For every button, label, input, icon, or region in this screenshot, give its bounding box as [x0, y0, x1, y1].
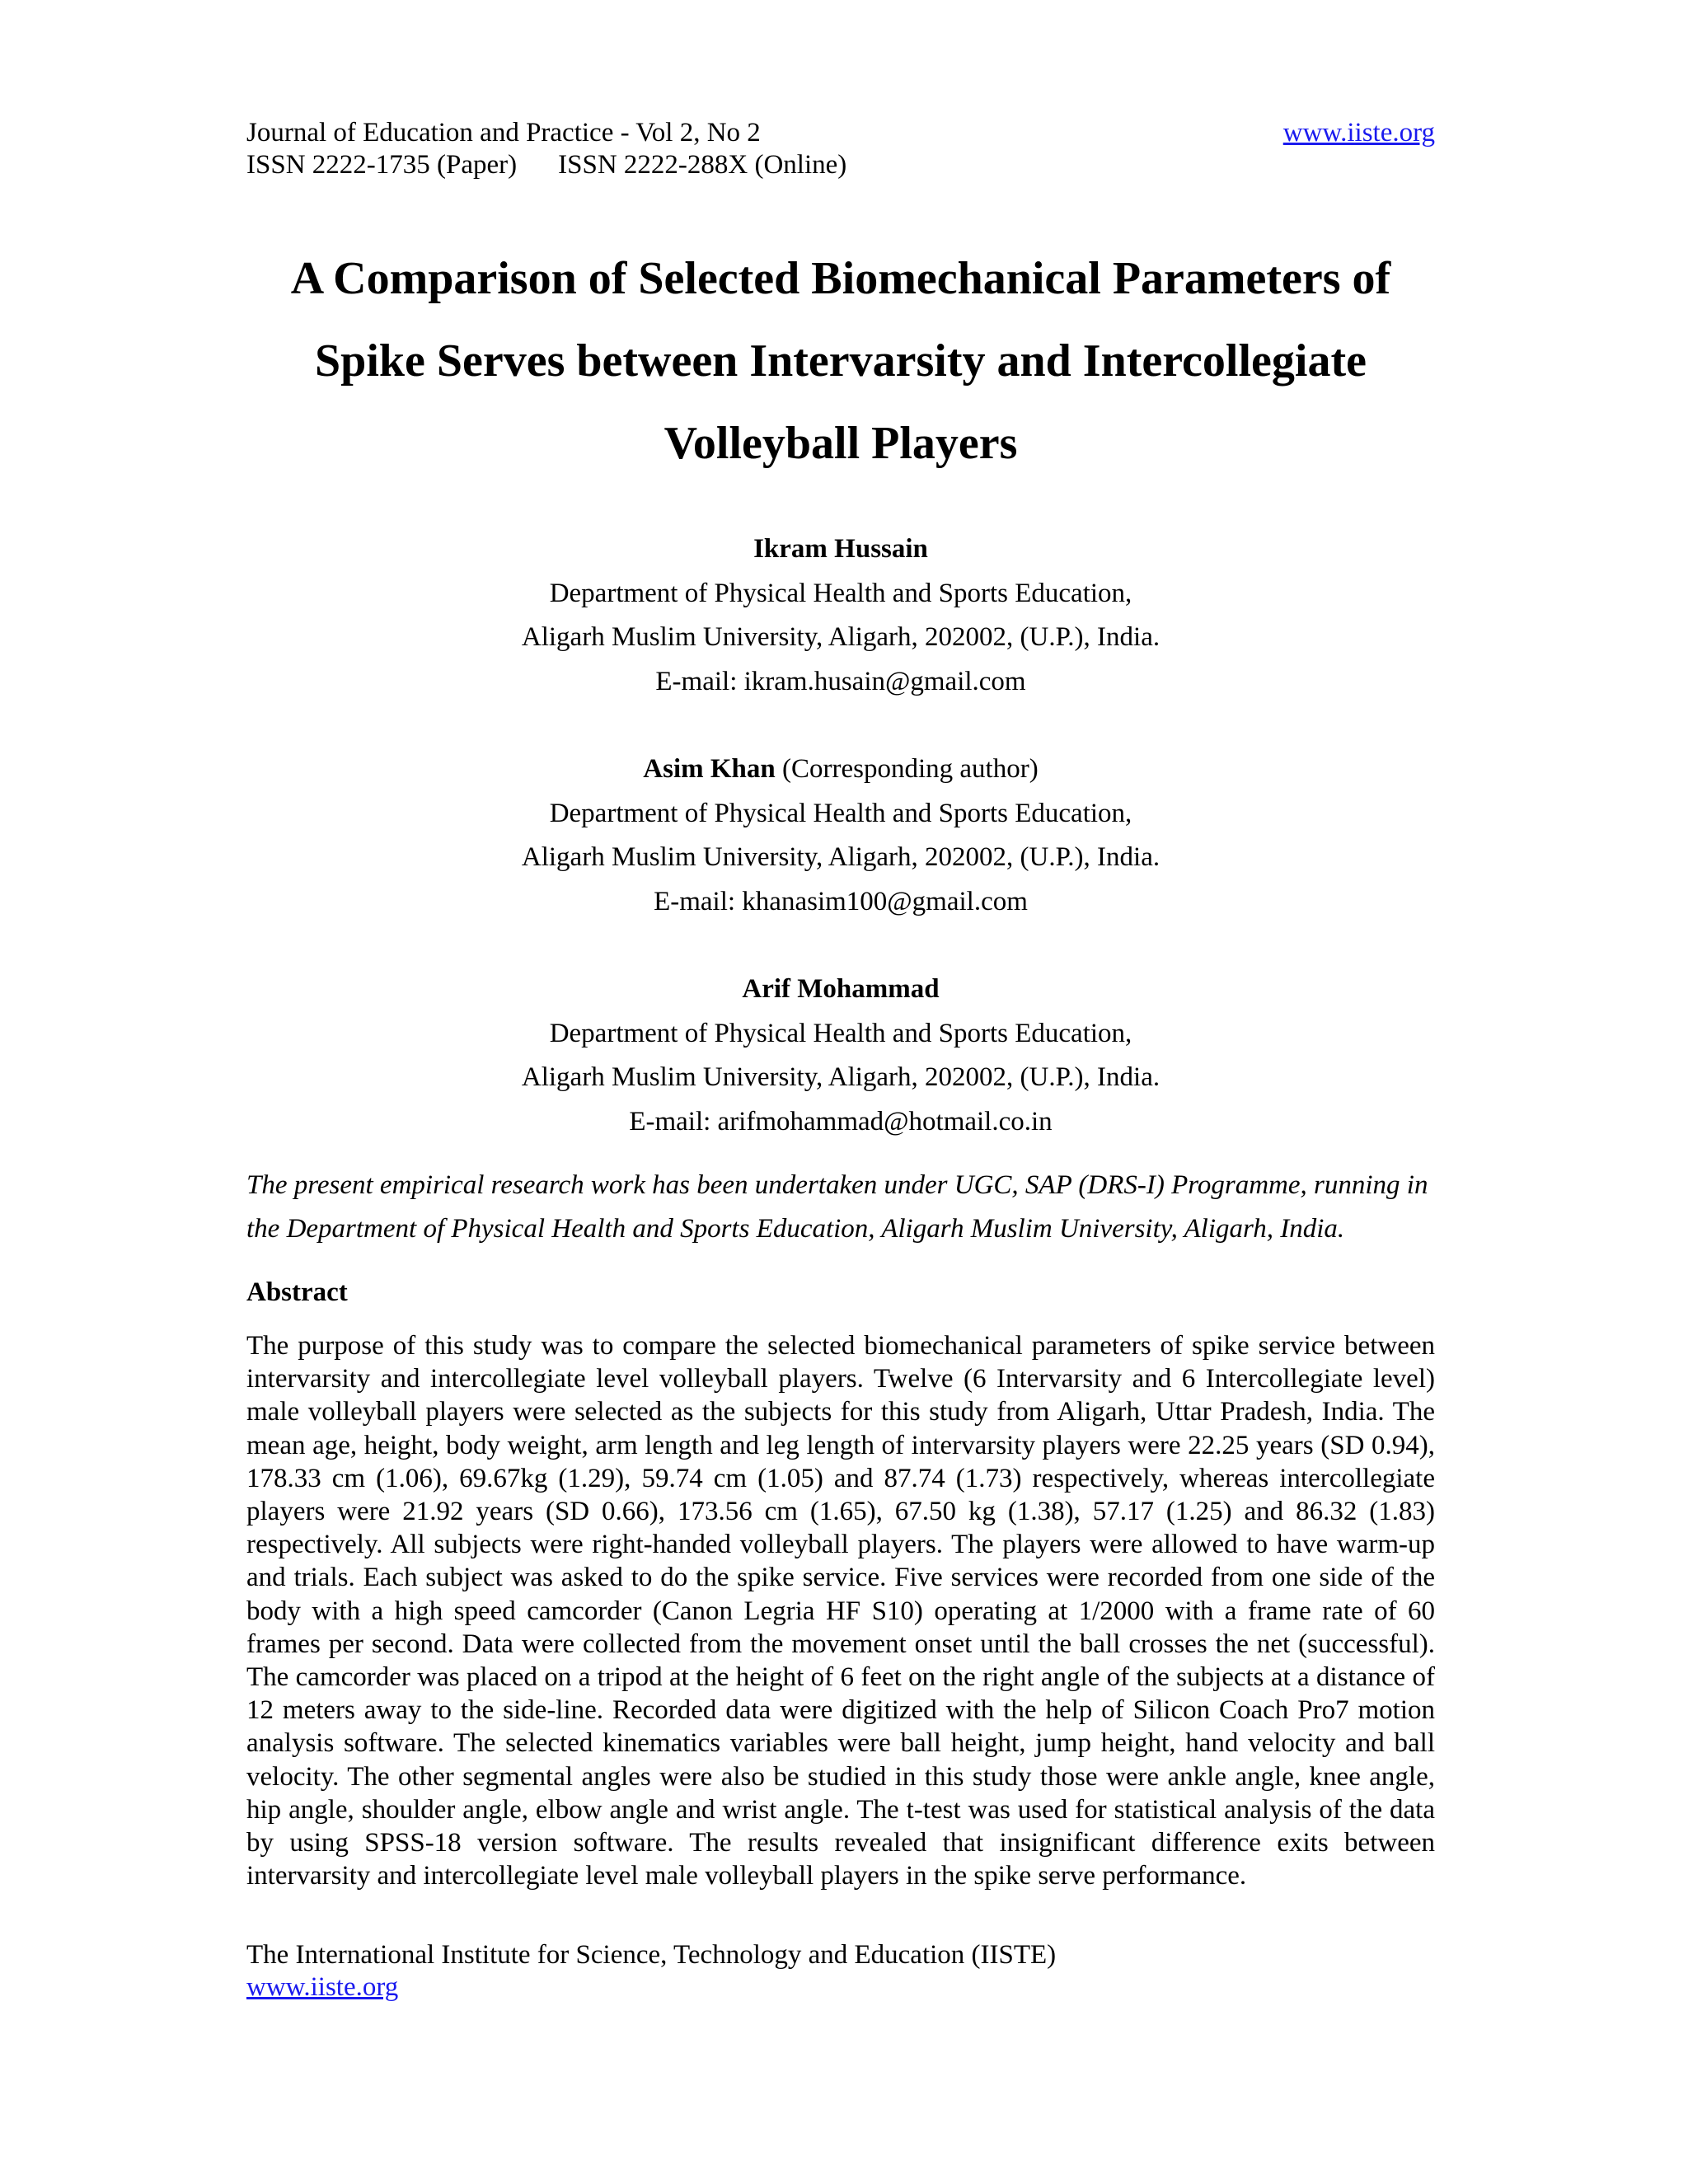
- footer-website-link[interactable]: www.iiste.org: [246, 1972, 399, 2002]
- author-block: [246, 527, 1435, 704]
- title-line-1: A Comparison of Selected Biomechanical Parameters of: [290, 253, 1391, 304]
- author-name: Asim Khan: [643, 754, 776, 784]
- title-line-2: Spike Serves between Intervarsity and Intercollegiate: [315, 335, 1367, 387]
- corresponding-author-note: (Corresponding author): [782, 754, 1039, 784]
- author-address: Aligarh Muslim University, Aligarh, 202002, (U.P.), India.: [521, 622, 1160, 652]
- author-department: Department of Physical Health and Sports Education,: [549, 1018, 1132, 1048]
- publisher-name: The International Institute for Science, Technology and Education (IISTE): [246, 1940, 1057, 1970]
- header-row-1: [246, 117, 1435, 149]
- issn-paper: ISSN 2222-1735 (Paper): [246, 150, 518, 180]
- author-department: Department of Physical Health and Sports Education,: [549, 578, 1132, 608]
- author-name-line: [246, 527, 1435, 572]
- journal-name: Journal of Education and Practice - Vol 2, No 2: [246, 118, 761, 148]
- author-name: Ikram Hussain: [753, 534, 928, 564]
- running-header: [246, 117, 1435, 181]
- abstract-text: The purpose of this study was to compare the selected biomechanical parameters of spike service between intervarsity and intercollegiate level volleyball players. Twelve (6 Intervarsity and 6 Intercollegiate level) male volleyball players were selected as the subjects for this study from Aligarh, Uttar Pradesh, India. The mean age, height, body weight, arm length and leg length of intervarsity players were 22.25 years (SD 0.94), 178.33 cm (1.06), 69.67kg (1.29), 59.74 cm (1.05) and 87.74 (1.73) respectively, whereas intercollegiate players were 21.92 years (SD 0.66), 173.56 cm (1.65), 67.50 kg (1.38), 57.17 (1.25) and 86.32 (1.83) respectively. All subjects were right-handed volleyball players. The players were allowed to have warm-up and trials. Each subject was asked to do the spike service. Five services were recorded from one side of the body with a high speed camcorder (Canon Legria HF S10) operating at 1/2000 with a frame rate of 60 frames per second. Data were collected from the movement onset until the ball crosses the net (successful). The camcorder was placed on a tripod at the height of 6 feet on the right angle of the subjects at a distance of 12 meters away to the side-line. Recorded data were digitized with the help of Silicon Coach Pro7 motion analysis software. The selected kinematics variables were ball height, jump height, hand velocity and ball velocity. The other segmental angles were also be studied in this study those were ankle angle, knee angle, hip angle, shoulder angle, elbow angle and wrist angle. The t-test was used for statistical analysis of the data by using SPSS-18 version software. The results revealed that insignificant difference exits between intervarsity and intercollegiate level male volleyball players in the spike serve performance.: [246, 1331, 1435, 1891]
- paper-title: [246, 237, 1435, 485]
- author-department: Department of Physical Health and Sports Education,: [549, 798, 1132, 828]
- abstract-heading: Abstract: [246, 1277, 348, 1307]
- funding-note: The present empirical research work has been undertaken under UGC, SAP (DRS-I) Programme, running in the Department of Physical Health and Sports Education, Aligarh Muslim University, Aligarh, India.: [246, 1170, 1428, 1244]
- author-email: E-mail: khanasim100@gmail.com: [654, 886, 1028, 916]
- author-name-line: [246, 748, 1435, 792]
- author-block: [246, 748, 1435, 924]
- author-name-line: [246, 968, 1435, 1012]
- header-website-link[interactable]: www.iiste.org: [1282, 118, 1435, 148]
- issn-online: ISSN 2222-288X (Online): [558, 150, 847, 180]
- title-line-3: Volleyball Players: [663, 418, 1018, 469]
- author-email: E-mail: arifmohammad@hotmail.co.in: [629, 1106, 1053, 1137]
- author-name: Arif Mohammad: [742, 974, 940, 1004]
- author-email: E-mail: ikram.husain@gmail.com: [655, 666, 1026, 696]
- header-row-2: [246, 149, 1435, 181]
- author-address: Aligarh Muslim University, Aligarh, 202002, (U.P.), India.: [521, 1062, 1160, 1092]
- author-list: [246, 527, 1435, 1144]
- author-block: [246, 968, 1435, 1144]
- author-address: Aligarh Muslim University, Aligarh, 202002, (U.P.), India.: [521, 842, 1160, 872]
- page-footer: [246, 1939, 1056, 2004]
